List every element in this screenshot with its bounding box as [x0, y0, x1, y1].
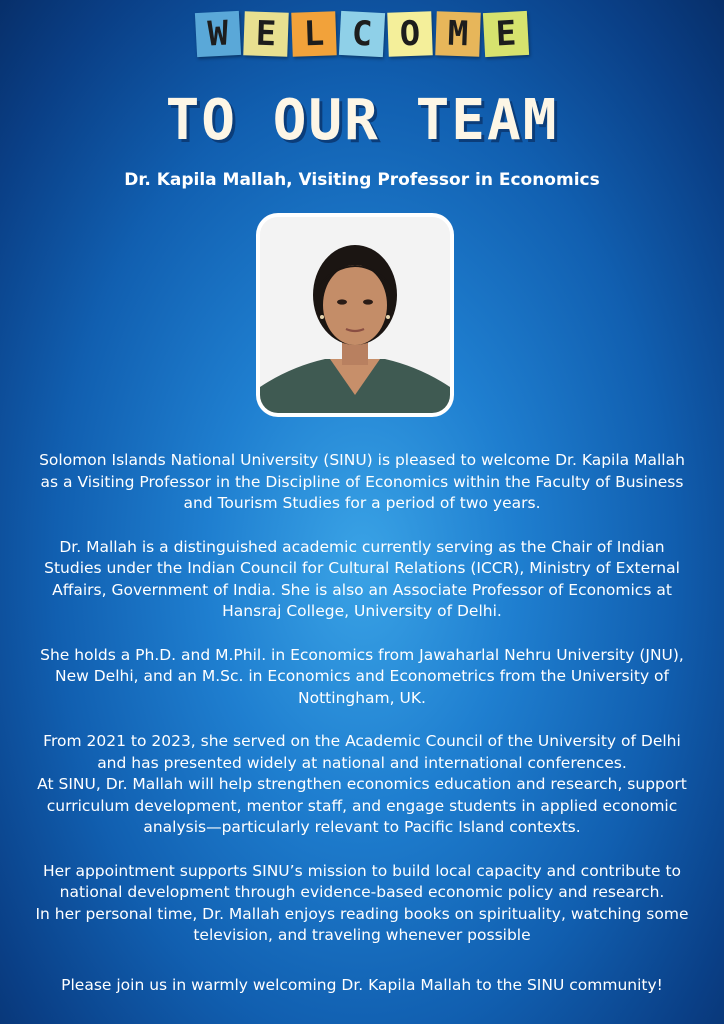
paragraph-contribution: At SINU, Dr. Mallah will help strengthen economics education and research, support curriculum development, mentor staff, and engage students in applied economic analysis—particularly relevant to Pacific Island contexts.	[37, 775, 687, 836]
welcome-letter-tile: L	[291, 11, 337, 57]
subtitle: Dr. Kapila Mallah, Visiting Professor in Economics	[124, 170, 600, 190]
welcome-banner	[0, 12, 724, 56]
welcome-letter-tile: E	[243, 11, 289, 57]
portrait-frame	[256, 213, 454, 417]
welcome-letter-tile: E	[483, 11, 529, 57]
paragraph-mission	[30, 861, 694, 947]
closing-message: Please join us in warmly welcoming Dr. Kapila Mallah to the SINU community!	[61, 976, 663, 994]
paragraph-intro: Solomon Islands National University (SINU) is pleased to welcome Dr. Kapila Mallah as a Visiting Professor in the Discipline of Economics within the Faculty of Business and Tourism Studies for a period of two years.	[39, 451, 685, 512]
paragraph-experience	[30, 731, 694, 839]
welcome-letter-tile: O	[387, 11, 433, 57]
portrait-photo	[260, 217, 450, 413]
article-body	[30, 450, 694, 969]
paragraph-council: From 2021 to 2023, she served on the Academic Council of the University of Delhi and has presented widely at national and international conferences.	[43, 732, 681, 772]
welcome-letter-tile: C	[339, 11, 385, 57]
welcome-letter-tile: W	[195, 11, 241, 57]
portrait-illustration	[260, 217, 450, 413]
paragraph-education: She holds a Ph.D. and M.Phil. in Economics from Jawaharlal Nehru University (JNU), New Delhi, and an M.Sc. in Economics and Econometrics from the University of Nottingham, UK.	[40, 645, 684, 707]
paragraph-personal: In her personal time, Dr. Mallah enjoys reading books on spirituality, watching some television, and traveling whenever possible	[35, 904, 689, 944]
headline: TO OUR TEAM	[165, 88, 559, 153]
paragraph-appointment: Her appointment supports SINU’s mission to build local capacity and contribute to national development through evidence-based economic policy and research.	[42, 861, 682, 901]
welcome-letter-tile: M	[435, 11, 481, 57]
paragraph-role: Dr. Mallah is a distinguished academic currently serving as the Chair of Indian Studies under the Indian Council for Cultural Relations (ICCR), Ministry of External Affairs, Government of India. She is also an Associate Professor of Economics at Hansraj College, University of Delhi.	[44, 537, 680, 620]
